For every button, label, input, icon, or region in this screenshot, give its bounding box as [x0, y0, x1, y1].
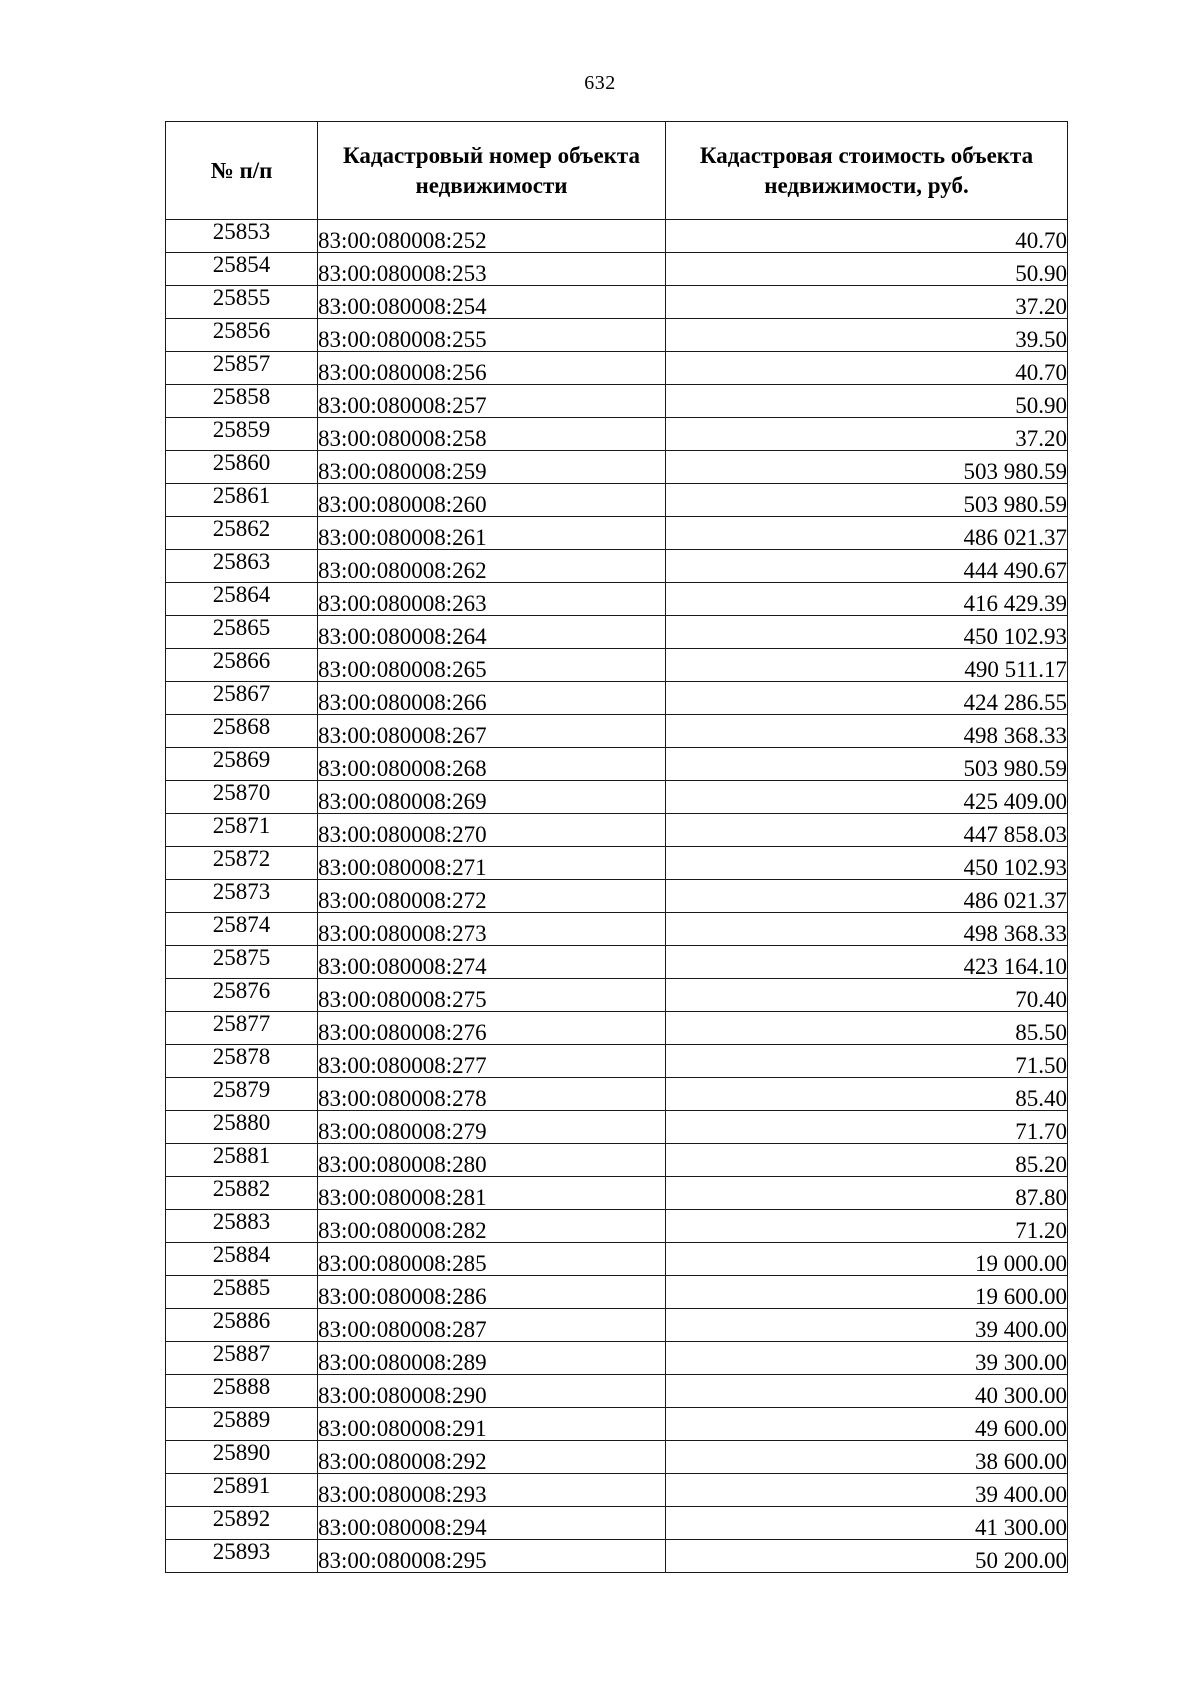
cadastral-value-cell: 450 102.93: [666, 847, 1068, 880]
cadastral-number-cell: 83:00:080008:286: [318, 1276, 666, 1309]
row-number-cell: 25857: [166, 352, 318, 385]
table-row: [166, 880, 1068, 913]
table-row: [166, 946, 1068, 979]
row-number-cell: 25860: [166, 451, 318, 484]
row-number-cell: 25872: [166, 847, 318, 880]
row-number-cell: 25873: [166, 880, 318, 913]
cadastral-value-cell: 85.40: [666, 1078, 1068, 1111]
cadastral-number-cell: 83:00:080008:253: [318, 253, 666, 286]
row-number-cell: 25886: [166, 1309, 318, 1342]
cadastral-value-cell: 39.50: [666, 319, 1068, 352]
table-row: [166, 847, 1068, 880]
cadastral-table-container: [165, 121, 1067, 1573]
row-number-cell: 25868: [166, 715, 318, 748]
table-row: [166, 1375, 1068, 1408]
table-row: [166, 1243, 1068, 1276]
cadastral-number-cell: 83:00:080008:274: [318, 946, 666, 979]
row-number-cell: 25856: [166, 319, 318, 352]
row-number-cell: 25862: [166, 517, 318, 550]
cadastral-number-cell: 83:00:080008:285: [318, 1243, 666, 1276]
table-row: [166, 1111, 1068, 1144]
table-body: [166, 220, 1068, 1573]
table-row: [166, 649, 1068, 682]
cadastral-value-cell: 85.20: [666, 1144, 1068, 1177]
row-number-cell: 25883: [166, 1210, 318, 1243]
cadastral-number-cell: 83:00:080008:275: [318, 979, 666, 1012]
row-number-cell: 25874: [166, 913, 318, 946]
row-number-cell: 25858: [166, 385, 318, 418]
cadastral-value-cell: 19 000.00: [666, 1243, 1068, 1276]
table-row: [166, 352, 1068, 385]
row-number-cell: 25875: [166, 946, 318, 979]
row-number-cell: 25881: [166, 1144, 318, 1177]
cadastral-number-cell: 83:00:080008:266: [318, 682, 666, 715]
table-row: [166, 715, 1068, 748]
cadastral-number-cell: 83:00:080008:271: [318, 847, 666, 880]
cadastral-value-cell: 498 368.33: [666, 715, 1068, 748]
row-number-cell: 25893: [166, 1540, 318, 1573]
row-number-cell: 25854: [166, 253, 318, 286]
cadastral-number-cell: 83:00:080008:264: [318, 616, 666, 649]
table-row: [166, 220, 1068, 253]
cadastral-value-cell: 490 511.17: [666, 649, 1068, 682]
row-number-cell: 25890: [166, 1441, 318, 1474]
row-number-cell: 25885: [166, 1276, 318, 1309]
cadastral-number-cell: 83:00:080008:269: [318, 781, 666, 814]
row-number-cell: 25866: [166, 649, 318, 682]
cadastral-value-cell: 70.40: [666, 979, 1068, 1012]
table-row: [166, 418, 1068, 451]
cadastral-number-cell: 83:00:080008:259: [318, 451, 666, 484]
page-number: 632: [584, 72, 616, 94]
cadastral-value-cell: 444 490.67: [666, 550, 1068, 583]
cadastral-number-cell: 83:00:080008:279: [318, 1111, 666, 1144]
row-number-cell: 25861: [166, 484, 318, 517]
row-number-cell: 25887: [166, 1342, 318, 1375]
cadastral-number-cell: 83:00:080008:262: [318, 550, 666, 583]
table-row: [166, 451, 1068, 484]
row-number-cell: 25876: [166, 979, 318, 1012]
cadastral-value-cell: 40 300.00: [666, 1375, 1068, 1408]
cadastral-value-cell: 503 980.59: [666, 748, 1068, 781]
row-number-cell: 25869: [166, 748, 318, 781]
cadastral-number-cell: 83:00:080008:272: [318, 880, 666, 913]
cadastral-number-cell: 83:00:080008:292: [318, 1441, 666, 1474]
cadastral-value-cell: 40.70: [666, 352, 1068, 385]
row-number-cell: 25863: [166, 550, 318, 583]
row-number-cell: 25884: [166, 1243, 318, 1276]
cadastral-value-cell: 87.80: [666, 1177, 1068, 1210]
table-row: [166, 1045, 1068, 1078]
cadastral-value-cell: 38 600.00: [666, 1441, 1068, 1474]
table-row: [166, 1210, 1068, 1243]
cadastral-number-cell: 83:00:080008:255: [318, 319, 666, 352]
cadastral-number-cell: 83:00:080008:289: [318, 1342, 666, 1375]
row-number-cell: 25867: [166, 682, 318, 715]
cadastral-number-cell: 83:00:080008:282: [318, 1210, 666, 1243]
table-row: [166, 1012, 1068, 1045]
cadastral-value-cell: 71.50: [666, 1045, 1068, 1078]
cadastral-number-cell: 83:00:080008:252: [318, 220, 666, 253]
table-header: [166, 122, 1068, 220]
row-number-cell: 25878: [166, 1045, 318, 1078]
cadastral-value-cell: 39 400.00: [666, 1309, 1068, 1342]
cadastral-value-cell: 85.50: [666, 1012, 1068, 1045]
table-row: [166, 517, 1068, 550]
table-row: [166, 1078, 1068, 1111]
cadastral-value-cell: 37.20: [666, 418, 1068, 451]
table-row: [166, 484, 1068, 517]
table-row: [166, 1408, 1068, 1441]
table-row: [166, 1441, 1068, 1474]
table-row: [166, 682, 1068, 715]
table-row: [166, 913, 1068, 946]
cadastral-value-cell: 37.20: [666, 286, 1068, 319]
table-row: [166, 1309, 1068, 1342]
cadastral-number-cell: 83:00:080008:281: [318, 1177, 666, 1210]
header-cadastral-value: Кадастровая стоимость объекта недвижимости, руб.: [666, 122, 1068, 220]
cadastral-value-cell: 40.70: [666, 220, 1068, 253]
row-number-cell: 25880: [166, 1111, 318, 1144]
table-row: [166, 814, 1068, 847]
row-number-cell: 25882: [166, 1177, 318, 1210]
cadastral-value-cell: 447 858.03: [666, 814, 1068, 847]
cadastral-value-cell: 450 102.93: [666, 616, 1068, 649]
cadastral-value-cell: 50.90: [666, 385, 1068, 418]
table-row: [166, 286, 1068, 319]
table-row: [166, 1540, 1068, 1573]
header-row: [166, 122, 1068, 220]
cadastral-value-cell: 49 600.00: [666, 1408, 1068, 1441]
table-row: [166, 1177, 1068, 1210]
row-number-cell: 25853: [166, 220, 318, 253]
cadastral-number-cell: 83:00:080008:273: [318, 913, 666, 946]
header-num: № п/п: [166, 122, 318, 220]
cadastral-value-cell: 19 600.00: [666, 1276, 1068, 1309]
row-number-cell: 25859: [166, 418, 318, 451]
cadastral-number-cell: 83:00:080008:290: [318, 1375, 666, 1408]
cadastral-value-table: [165, 121, 1068, 1573]
cadastral-number-cell: 83:00:080008:295: [318, 1540, 666, 1573]
cadastral-value-cell: 503 980.59: [666, 484, 1068, 517]
table-row: [166, 385, 1068, 418]
row-number-cell: 25891: [166, 1474, 318, 1507]
cadastral-number-cell: 83:00:080008:270: [318, 814, 666, 847]
cadastral-value-cell: 423 164.10: [666, 946, 1068, 979]
row-number-cell: 25889: [166, 1408, 318, 1441]
cadastral-number-cell: 83:00:080008:291: [318, 1408, 666, 1441]
table-row: [166, 1276, 1068, 1309]
cadastral-value-cell: 416 429.39: [666, 583, 1068, 616]
cadastral-number-cell: 83:00:080008:277: [318, 1045, 666, 1078]
cadastral-number-cell: 83:00:080008:260: [318, 484, 666, 517]
cadastral-number-cell: 83:00:080008:293: [318, 1474, 666, 1507]
cadastral-number-cell: 83:00:080008:254: [318, 286, 666, 319]
cadastral-value-cell: 71.70: [666, 1111, 1068, 1144]
cadastral-number-cell: 83:00:080008:276: [318, 1012, 666, 1045]
table-row: [166, 1474, 1068, 1507]
table-row: [166, 253, 1068, 286]
table-row: [166, 583, 1068, 616]
cadastral-number-cell: 83:00:080008:294: [318, 1507, 666, 1540]
table-row: [166, 1507, 1068, 1540]
cadastral-number-cell: 83:00:080008:263: [318, 583, 666, 616]
cadastral-number-cell: 83:00:080008:278: [318, 1078, 666, 1111]
cadastral-number-cell: 83:00:080008:261: [318, 517, 666, 550]
cadastral-number-cell: 83:00:080008:258: [318, 418, 666, 451]
row-number-cell: 25879: [166, 1078, 318, 1111]
table-row: [166, 1144, 1068, 1177]
row-number-cell: 25864: [166, 583, 318, 616]
row-number-cell: 25892: [166, 1507, 318, 1540]
cadastral-value-cell: 424 286.55: [666, 682, 1068, 715]
table-row: [166, 616, 1068, 649]
cadastral-value-cell: 71.20: [666, 1210, 1068, 1243]
cadastral-number-cell: 83:00:080008:257: [318, 385, 666, 418]
cadastral-value-cell: 498 368.33: [666, 913, 1068, 946]
cadastral-value-cell: 486 021.37: [666, 517, 1068, 550]
table-row: [166, 781, 1068, 814]
cadastral-value-cell: 503 980.59: [666, 451, 1068, 484]
cadastral-number-cell: 83:00:080008:265: [318, 649, 666, 682]
row-number-cell: 25877: [166, 1012, 318, 1045]
row-number-cell: 25870: [166, 781, 318, 814]
cadastral-value-cell: 425 409.00: [666, 781, 1068, 814]
cadastral-number-cell: 83:00:080008:256: [318, 352, 666, 385]
header-cadastral-number: Кадастровый номер объекта недвижимости: [318, 122, 666, 220]
table-row: [166, 550, 1068, 583]
cadastral-number-cell: 83:00:080008:268: [318, 748, 666, 781]
cadastral-number-cell: 83:00:080008:287: [318, 1309, 666, 1342]
cadastral-value-cell: 41 300.00: [666, 1507, 1068, 1540]
table-row: [166, 979, 1068, 1012]
row-number-cell: 25865: [166, 616, 318, 649]
cadastral-value-cell: 39 300.00: [666, 1342, 1068, 1375]
row-number-cell: 25871: [166, 814, 318, 847]
cadastral-value-cell: 486 021.37: [666, 880, 1068, 913]
cadastral-value-cell: 50.90: [666, 253, 1068, 286]
table-row: [166, 748, 1068, 781]
cadastral-number-cell: 83:00:080008:267: [318, 715, 666, 748]
cadastral-value-cell: 50 200.00: [666, 1540, 1068, 1573]
table-row: [166, 319, 1068, 352]
table-row: [166, 1342, 1068, 1375]
row-number-cell: 25855: [166, 286, 318, 319]
cadastral-value-cell: 39 400.00: [666, 1474, 1068, 1507]
row-number-cell: 25888: [166, 1375, 318, 1408]
cadastral-number-cell: 83:00:080008:280: [318, 1144, 666, 1177]
